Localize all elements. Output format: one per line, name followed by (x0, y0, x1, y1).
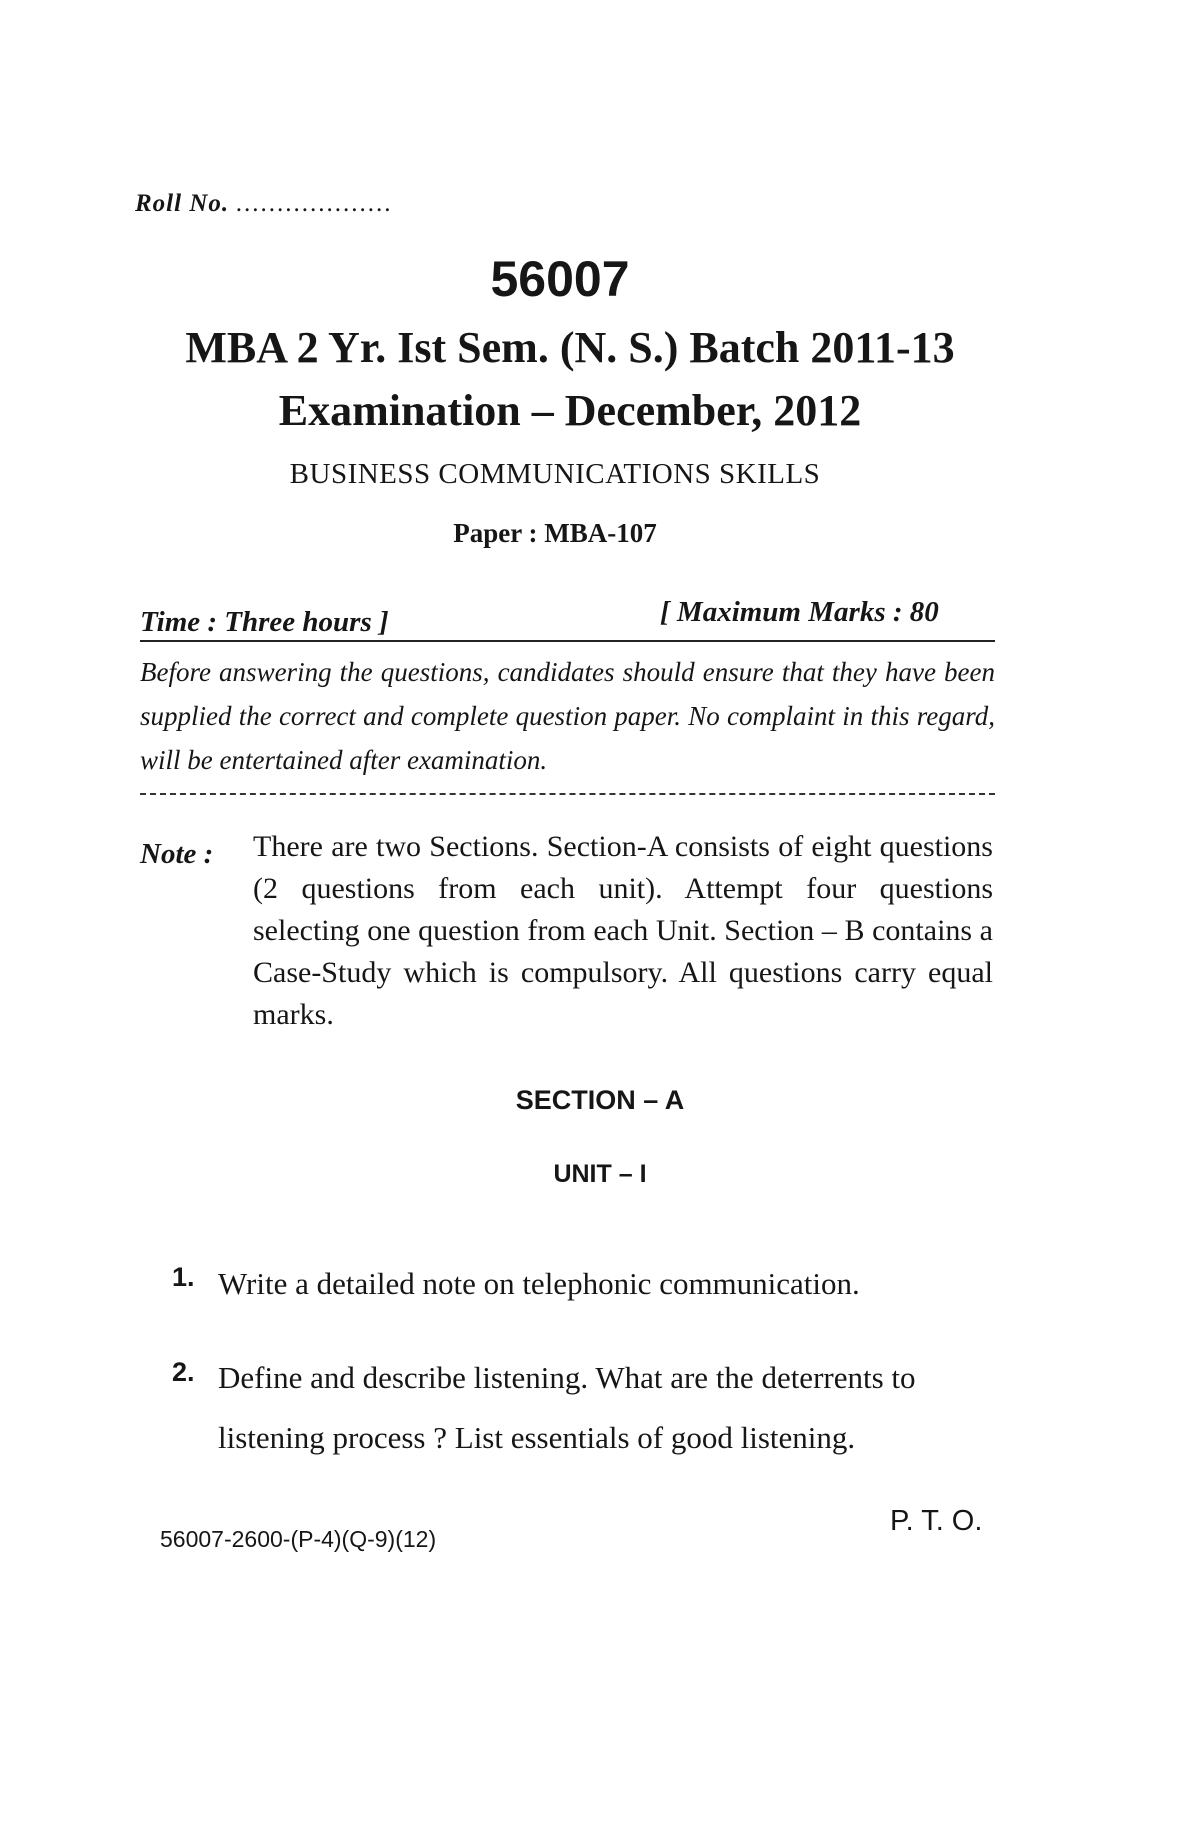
exam-title-line1: MBA 2 Yr. Ist Sem. (N. S.) Batch 2011-13 (185, 323, 955, 372)
instructions-divider (140, 793, 995, 795)
paper-code: 56007 (490, 251, 630, 307)
time-allowed: Time : Three hours ] (140, 606, 389, 638)
candidate-instructions: Before answering the questions, candidates should ensure that they have been supplied the correct and complete question paper. No complaint in this regard, will be entertained after examination. (140, 657, 995, 775)
exam-title-line2: Examination – December, 2012 (278, 386, 862, 435)
note-text: There are two Sections. Section-A consists of eight questions (2 questions from each unit). Attempt four questions selecting one question from each Unit. Section – B contains a Case-Study which is compulsory. All questions carry equal marks. (253, 830, 993, 1031)
maximum-marks: [ Maximum Marks : 80 (660, 596, 939, 628)
roll-label: Roll No. (135, 190, 230, 217)
note-label: Note : (140, 838, 214, 870)
question-2-text: Define and describe listening. What are the deterrents to listening process ? List essentials of good listening. (218, 1360, 916, 1455)
footer-print-code: 56007-2600-(P-4)(Q-9)(12) (160, 1526, 437, 1552)
question-1-number: 1. (172, 1262, 195, 1292)
roll-dots: ................... (236, 190, 394, 217)
subject-title: BUSINESS COMMUNICATIONS SKILLS (289, 458, 821, 490)
question-2-number: 2. (172, 1357, 195, 1387)
header-divider (140, 640, 995, 642)
question-1-text: Write a detailed note on telephonic communication. (218, 1266, 860, 1301)
please-turn-over: P. T. O. (890, 1505, 983, 1537)
unit-heading: UNIT – I (553, 1160, 647, 1188)
section-heading: SECTION – A (515, 1085, 685, 1115)
paper-number: Paper : MBA-107 (453, 518, 657, 548)
roll-number-line (135, 190, 393, 218)
